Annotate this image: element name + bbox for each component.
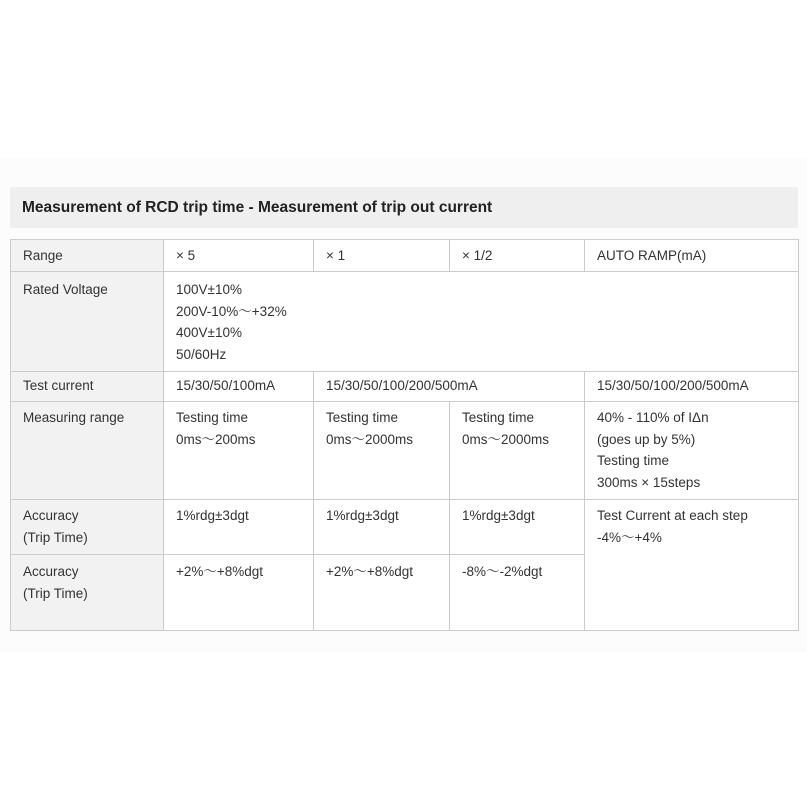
measuring-range-line: 0ms～2000ms <box>326 431 414 447</box>
table-row-test-current <box>11 372 799 402</box>
measuring-range-line: Testing time <box>326 410 399 425</box>
row-label-test-current: Test current <box>11 372 164 402</box>
test-current-x1-half: 15/30/50/100/200/500mA <box>314 372 585 402</box>
row-label-range: Range <box>11 240 164 272</box>
measuring-range-auto <box>585 402 799 500</box>
accuracy-2-x1: +2%～+8%dgt <box>314 555 450 631</box>
rated-voltage-value <box>164 272 799 372</box>
table-row-accuracy-1 <box>11 500 799 555</box>
col-header-x5: × 5 <box>164 240 314 272</box>
row-label-rated-voltage: Rated Voltage <box>11 272 164 372</box>
accuracy-2-x5: +2%～+8%dgt <box>164 555 314 631</box>
table-row-range <box>11 240 799 272</box>
accuracy-1-x1: 1%rdg±3dgt <box>314 500 450 555</box>
rated-voltage-line: 200V-10%～+32% <box>176 303 287 319</box>
accuracy-auto-line: Test Current at each step <box>597 508 748 523</box>
measuring-range-x-half <box>450 402 585 500</box>
col-header-x-half: × 1/2 <box>450 240 585 272</box>
accuracy-label-line: Accuracy <box>23 564 79 579</box>
measuring-range-line: 0ms～200ms <box>176 431 256 447</box>
measuring-range-line: 40% - 110% of IΔn <box>597 410 709 425</box>
accuracy-auto <box>585 500 799 631</box>
measuring-range-x5 <box>164 402 314 500</box>
accuracy-1-x-half: 1%rdg±3dgt <box>450 500 585 555</box>
measuring-range-line: 0ms～2000ms <box>462 431 550 447</box>
measuring-range-line: Testing time <box>462 410 535 425</box>
measuring-range-x1 <box>314 402 450 500</box>
test-current-x5: 15/30/50/100mA <box>164 372 314 402</box>
table-row-rated-voltage <box>11 272 799 372</box>
rated-voltage-line: 100V±10% <box>176 282 242 297</box>
accuracy-1-x5: 1%rdg±3dgt <box>164 500 314 555</box>
rated-voltage-line: 400V±10% <box>176 325 242 340</box>
accuracy-label-line: (Trip Time) <box>23 529 88 545</box>
row-label-measuring-range: Measuring range <box>11 402 164 500</box>
row-label-accuracy-2 <box>11 555 164 631</box>
accuracy-2-x-half: -8%～-2%dgt <box>450 555 585 631</box>
measuring-range-line: 300ms × 15steps <box>597 474 701 490</box>
measuring-range-line: Testing time <box>176 410 249 425</box>
measuring-range-line: Testing time <box>597 453 670 468</box>
accuracy-label-line: (Trip Time) <box>23 585 88 601</box>
measuring-range-line: (goes up by 5%) <box>597 431 696 447</box>
col-header-x1: × 1 <box>314 240 450 272</box>
test-current-auto: 15/30/50/100/200/500mA <box>585 372 799 402</box>
col-header-auto-ramp: AUTO RAMP(mA) <box>585 240 799 272</box>
table-row-measuring-range <box>11 402 799 500</box>
section-title: Measurement of RCD trip time - Measurement of trip out current <box>10 187 798 228</box>
rated-voltage-line: 50/60Hz <box>176 346 227 362</box>
accuracy-label-line: Accuracy <box>23 508 79 523</box>
spec-table <box>10 239 799 631</box>
accuracy-auto-line: -4%～+4% <box>597 529 662 545</box>
row-label-accuracy-1 <box>11 500 164 555</box>
